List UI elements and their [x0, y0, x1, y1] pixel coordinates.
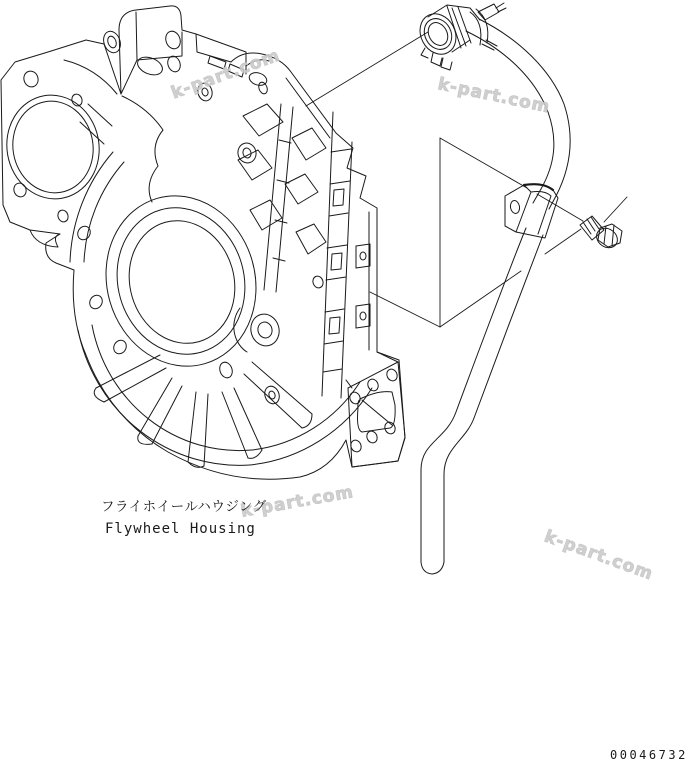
breather-cap-drawing [413, 5, 480, 70]
mounting-bolt-drawing [580, 216, 622, 252]
leader-lines [306, 32, 627, 327]
flywheel-housing-drawing [0, 6, 405, 479]
watermark-top-right: k-part.com [435, 74, 553, 118]
part-label-japanese: フライホイールハウジング [101, 499, 267, 515]
tube-clamp-bracket-drawing [505, 184, 558, 238]
drawing-number: 00046732 [610, 748, 688, 762]
part-caption [101, 495, 267, 537]
watermark-bottom-right: k-part.com [541, 526, 656, 585]
part-label-english: Flywheel Housing [105, 521, 256, 537]
watermark-top-left: k-part.com [168, 45, 283, 104]
watermark-bottom-left: k-part.com [239, 482, 356, 522]
breather-tube-drawing [421, 19, 570, 574]
